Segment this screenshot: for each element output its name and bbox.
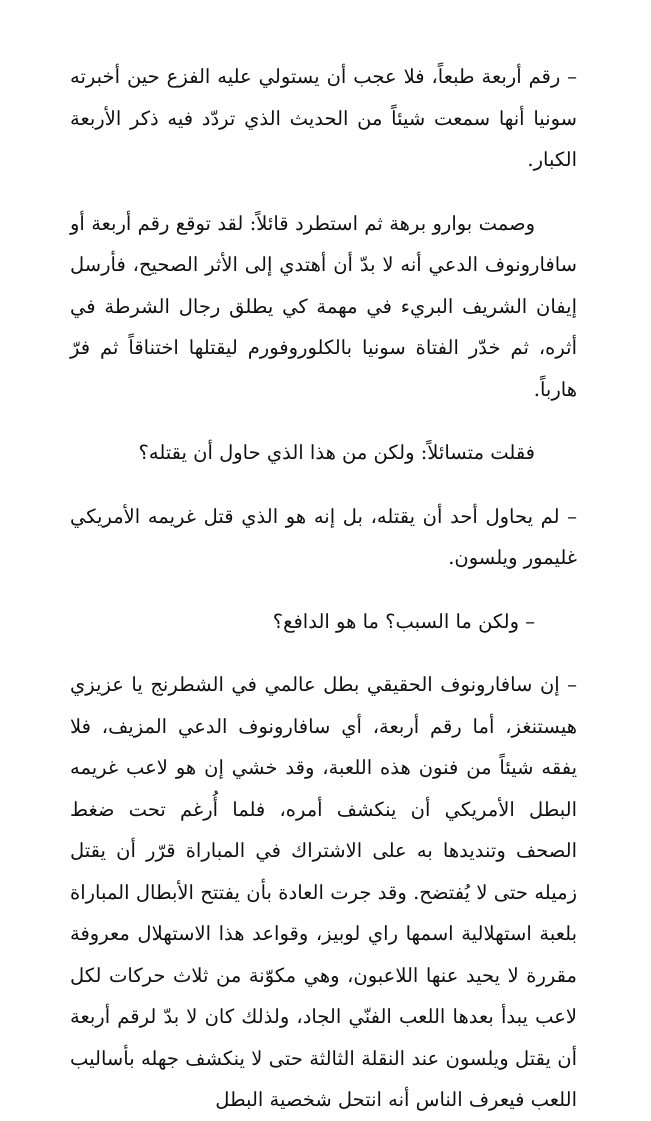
paragraph: – إن سافارونوف الحقيقي بطل عالمي في الشطرنج يا عزيزي هيستنغز، أما رقم أربعة، أي سافارونوف الدعي المزيف، فلا يفقه شيئاً من فنون هذه اللعبة، وقد خشي إن هو لاعب غريمه البطل الأمريكي أن ينكشف أمره، فلما أُرغم تحت ضغط الصحف وتنديدها به على الاشتراك في المباراة قرّر أن يقتل زميله حتى لا يُفتضح. وقد جرت العادة بأن يفتتح الأبطال المباراة بلعبة استهلالية اسمها راي لوبيز، وقواعد هذا الاستهلال معروفة مقررة لا يحيد عنها اللاعبون، وهي مكوّنة من ثلاث حركات لكل لاعب يبدأ بعدها اللعب الفنّي الجاد، ولذلك كان لا بدّ لرقم أربعة أن يقتل ويلسون عند النقلة الثالثة حتى لا ينكشف جهله بأساليب اللعب فيعرف الناس أنه انتحل شخصية البطل [70, 673, 577, 1111]
paragraph: – ولكن ما السبب؟ ما هو الدافع؟ [272, 609, 535, 633]
paragraph: فقلت متسائلاً: ولكن من هذا الذي حاول أن يقتله؟ [138, 441, 535, 464]
paragraph: – لم يحاول أحد أن يقتله، بل إنه هو الذي قتل غريمه الأمريكي غليمور ويلسون. [70, 504, 577, 569]
paragraph: – رقم أربعة طبعاً، فلا عجب أن يستولي عليه الفزع حين أخبرته سونيا أنها سمعت شيئاً من الحديث الذي تردّد فيه ذكر الأربعة الكبار. [70, 65, 577, 171]
paragraph: وصمت بوارو برهة ثم استطرد قائلاً: لقد توقع رقم أربعة أو سافارونوف الدعي أنه لا بدّ أن أهتدي إلى الأثر الصحيح، فأرسل إيفان الشريف البريء في مهمة كي يطلق رجال الشرطة في أثره، ثم خدّر الفتاة سونيا بالكلوروفورم ليقتلها اختناقاً ثم فرّ هارباً. [70, 211, 577, 401]
